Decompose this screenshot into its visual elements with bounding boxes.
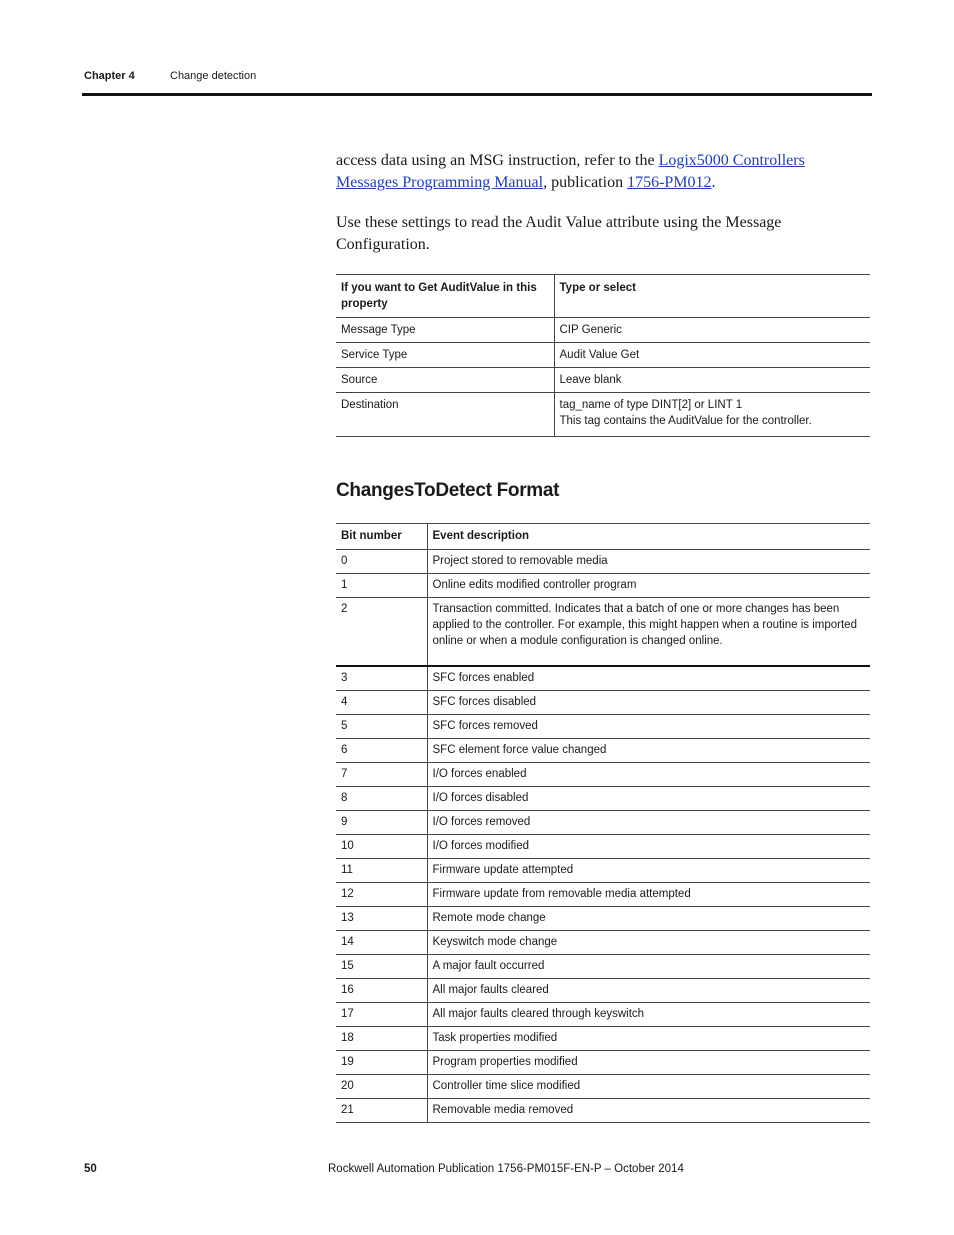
bit-number-cell: 4 — [336, 691, 427, 715]
bit-number-cell: 2 — [336, 598, 427, 667]
table-row — [336, 955, 870, 979]
event-description-cell: All major faults cleared through keyswitch — [427, 1003, 870, 1027]
intro-text-mid: , publication — [543, 173, 628, 191]
table-row — [336, 763, 870, 787]
table-row — [336, 1051, 870, 1075]
event-description-cell: Program properties modified — [427, 1051, 870, 1075]
event-description-cell: All major faults cleared — [427, 979, 870, 1003]
event-description-cell: Firmware update attempted — [427, 859, 870, 883]
bit-number-cell: 18 — [336, 1027, 427, 1051]
column-header-property: If you want to Get AuditValue in this property — [336, 275, 554, 318]
table-row — [336, 715, 870, 739]
property-cell: Message Type — [336, 318, 554, 343]
event-description-cell: Firmware update from removable media attempted — [427, 883, 870, 907]
header-rule — [82, 93, 872, 96]
table-row — [336, 666, 870, 691]
value-cell: CIP Generic — [554, 318, 870, 343]
table-row — [336, 1075, 870, 1099]
event-description-cell: SFC element force value changed — [427, 739, 870, 763]
bit-number-cell: 21 — [336, 1099, 427, 1123]
table-header-row — [336, 275, 870, 318]
bit-number-cell: 0 — [336, 550, 427, 574]
event-description-cell: SFC forces disabled — [427, 691, 870, 715]
bit-number-cell: 11 — [336, 859, 427, 883]
event-description-cell: Removable media removed — [427, 1099, 870, 1123]
changes-to-detect-table — [336, 523, 870, 1123]
table-row — [336, 859, 870, 883]
publication-link[interactable]: 1756-PM012 — [627, 173, 712, 191]
chapter-title: Change detection — [170, 70, 257, 82]
event-description-cell: Keyswitch mode change — [427, 931, 870, 955]
bits-table-body — [336, 550, 870, 1123]
table-row — [336, 883, 870, 907]
table-header-row — [336, 524, 870, 550]
event-description-cell: SFC forces removed — [427, 715, 870, 739]
event-description-cell: Task properties modified — [427, 1027, 870, 1051]
table-row — [336, 550, 870, 574]
column-header-event: Event description — [427, 524, 870, 550]
bit-number-cell: 14 — [336, 931, 427, 955]
value-cell — [554, 393, 870, 437]
property-cell: Source — [336, 368, 554, 393]
table-row — [336, 979, 870, 1003]
value-note: This tag contains the AuditValue for the controller. — [559, 415, 812, 427]
event-description-cell: I/O forces modified — [427, 835, 870, 859]
event-description-cell: I/O forces removed — [427, 811, 870, 835]
table-row — [336, 787, 870, 811]
bit-number-cell: 5 — [336, 715, 427, 739]
event-description-cell: Project stored to removable media — [427, 550, 870, 574]
value-cell: Leave blank — [554, 368, 870, 393]
table-row — [336, 835, 870, 859]
bit-number-cell: 20 — [336, 1075, 427, 1099]
table-row — [336, 1003, 870, 1027]
settings-paragraph: Use these settings to read the Audit Value attribute using the Message Configuration. — [336, 214, 782, 253]
intro-paragraph — [336, 150, 856, 193]
bit-number-cell: 1 — [336, 574, 427, 598]
table-row — [336, 1027, 870, 1051]
bit-number-cell: 3 — [336, 666, 427, 691]
bit-number-cell: 13 — [336, 907, 427, 931]
bit-number-cell: 8 — [336, 787, 427, 811]
column-header-value: Type or select — [554, 275, 870, 318]
bit-number-cell: 16 — [336, 979, 427, 1003]
bit-number-cell: 7 — [336, 763, 427, 787]
table-row — [336, 811, 870, 835]
value-line: tag_name of type DINT[2] or LINT 1 — [559, 399, 743, 411]
intro-text-end: . — [711, 173, 716, 191]
table-row — [336, 931, 870, 955]
table-row — [336, 393, 870, 437]
event-description-cell: I/O forces enabled — [427, 763, 870, 787]
bit-number-cell: 15 — [336, 955, 427, 979]
bit-number-cell: 19 — [336, 1051, 427, 1075]
page-number: 50 — [84, 1163, 97, 1175]
table-row — [336, 1099, 870, 1123]
bit-number-cell: 6 — [336, 739, 427, 763]
bit-number-cell: 9 — [336, 811, 427, 835]
event-description-cell: Controller time slice modified — [427, 1075, 870, 1099]
publication-footer: Rockwell Automation Publication 1756-PM015F-EN-P – October 2014 — [328, 1163, 684, 1175]
column-header-bit: Bit number — [336, 524, 427, 550]
table-row — [336, 598, 870, 667]
table-row — [336, 318, 870, 343]
event-description-cell: A major fault occurred — [427, 955, 870, 979]
bit-number-cell: 10 — [336, 835, 427, 859]
chapter-label: Chapter 4 — [84, 70, 135, 82]
bit-number-cell: 17 — [336, 1003, 427, 1027]
event-description-cell: Transaction committed. Indicates that a batch of one or more changes has been applied to the controller. For example, this might happen when a routine is imported online or when a module configuration is changed online. — [427, 598, 870, 667]
property-cell: Service Type — [336, 343, 554, 368]
message-settings-table — [336, 274, 870, 437]
table-row — [336, 907, 870, 931]
table-row — [336, 574, 870, 598]
table-row — [336, 343, 870, 368]
table-row — [336, 691, 870, 715]
table-row — [336, 368, 870, 393]
table-row — [336, 739, 870, 763]
property-cell: Destination — [336, 393, 554, 437]
bit-number-cell: 12 — [336, 883, 427, 907]
event-description-cell: Online edits modified controller program — [427, 574, 870, 598]
messages-manual-link[interactable]: Logix5000 Controllers Messages Programming Manual — [336, 152, 805, 191]
event-description-cell: Remote mode change — [427, 907, 870, 931]
event-description-cell: I/O forces disabled — [427, 787, 870, 811]
section-heading: ChangesToDetect Format — [336, 480, 560, 501]
intro-text-start: access data using an MSG instruction, refer to the — [336, 152, 659, 169]
value-cell: Audit Value Get — [554, 343, 870, 368]
event-description-cell: SFC forces enabled — [427, 666, 870, 691]
